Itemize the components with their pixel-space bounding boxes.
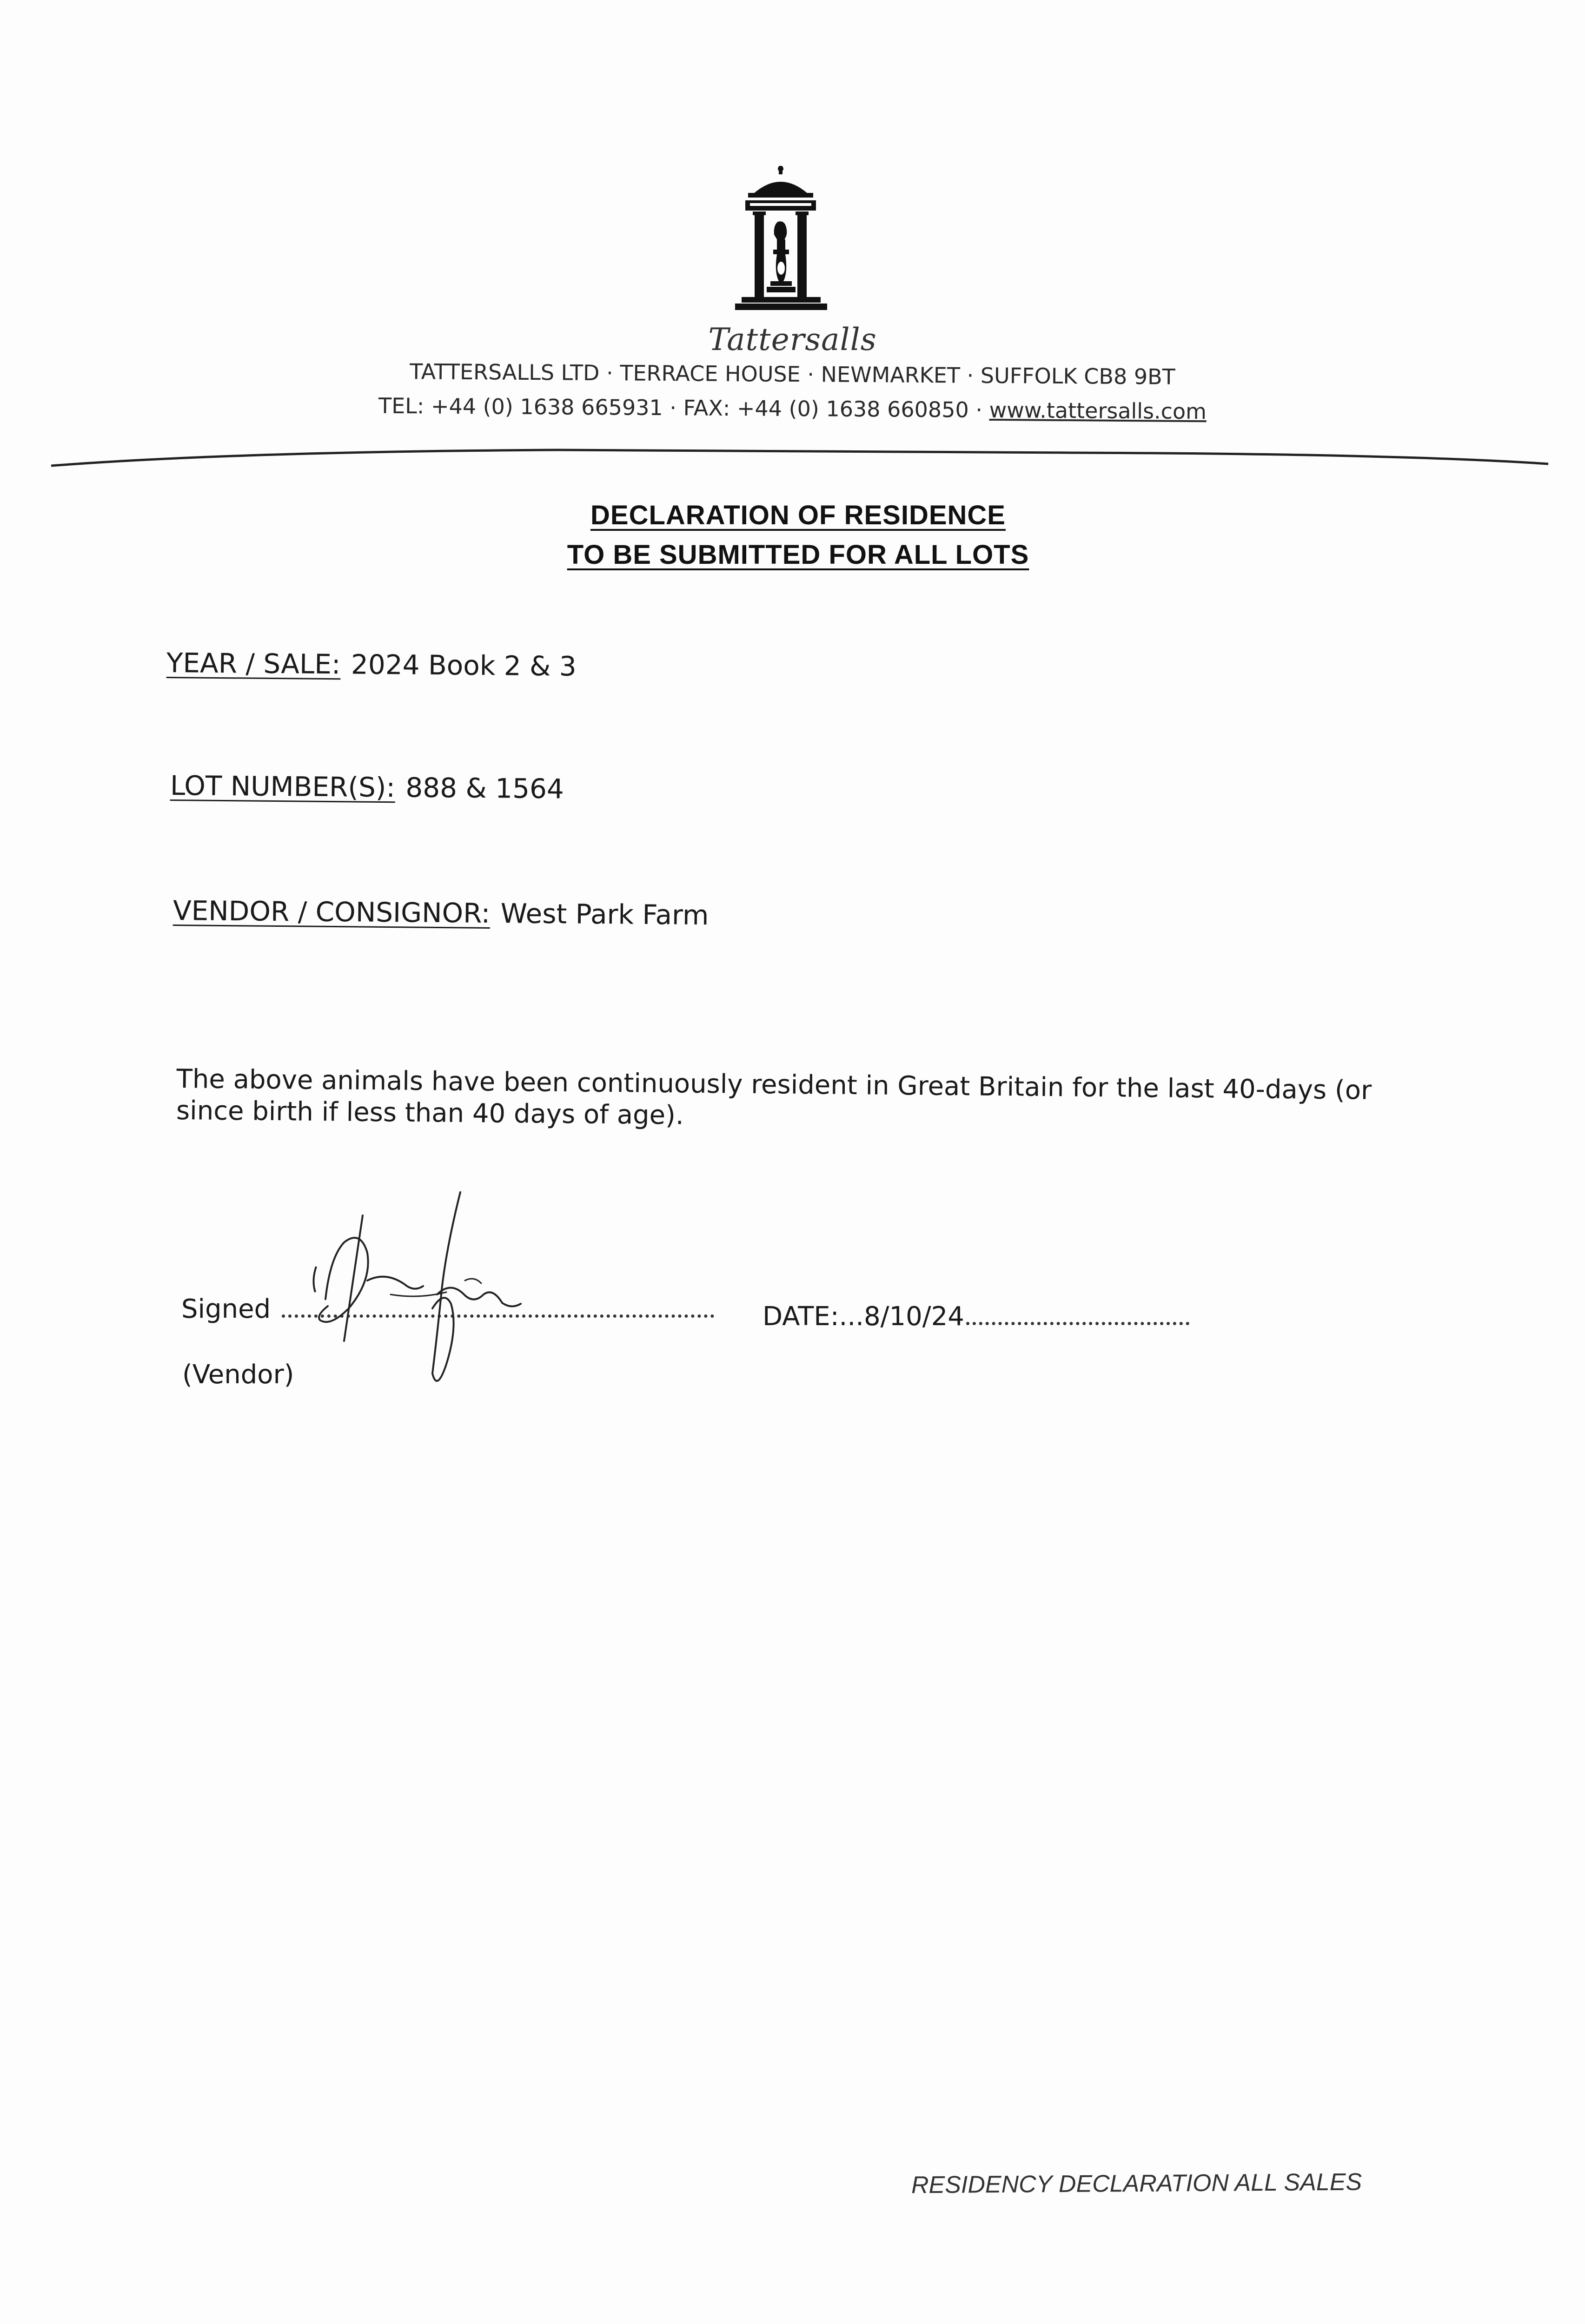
handwritten-signature (298, 1188, 558, 1392)
date-value: 8/10/24 (863, 1301, 964, 1332)
signed-label: Signed (181, 1294, 279, 1324)
year-sale-field (166, 647, 577, 682)
tattersalls-logo-icon (709, 165, 853, 323)
lot-numbers-value: 888 & 1564 (405, 772, 564, 805)
date-dotted-line (966, 1322, 1189, 1325)
address-line: TATTERSALLS LTD · TERRACE HOUSE · NEWMARKET · SUFFOLK CB8 9BT (410, 359, 1175, 390)
residence-statement: The above animals have been continuously resident in Great Britain for the last 40-days (or since birth if less than 40 days of age). (176, 1064, 1372, 1131)
document-title: DECLARATION OF RESIDENCE (590, 500, 1006, 530)
year-sale-value: 2024 Book 2 & 3 (351, 648, 577, 682)
vendor-field (173, 895, 709, 931)
vendor-role-label: (Vendor) (182, 1360, 294, 1390)
vendor-label: VENDOR / CONSIGNOR: (172, 895, 491, 929)
brand-name: Tattersalls (708, 322, 877, 357)
document-subtitle: TO BE SUBMITTED FOR ALL LOTS (567, 540, 1029, 570)
lot-numbers-label: LOT NUMBER(S): (170, 770, 396, 804)
date-line (763, 1301, 1189, 1332)
website-link[interactable]: www.tattersalls.com (989, 397, 1207, 424)
contact-numbers: TEL: +44 (0) 1638 665931 · FAX: +44 (0) 1638 660850 · (378, 393, 989, 423)
year-sale-label: YEAR / SALE: (166, 647, 341, 680)
date-label: DATE:... (763, 1301, 864, 1332)
contact-line (0, 390, 1585, 427)
lot-numbers-field (170, 770, 564, 805)
footer-form-name: RESIDENCY DECLARATION ALL SALES (911, 2168, 1362, 2199)
letterhead-divider (0, 437, 1585, 474)
vendor-value: West Park Farm (500, 898, 709, 931)
